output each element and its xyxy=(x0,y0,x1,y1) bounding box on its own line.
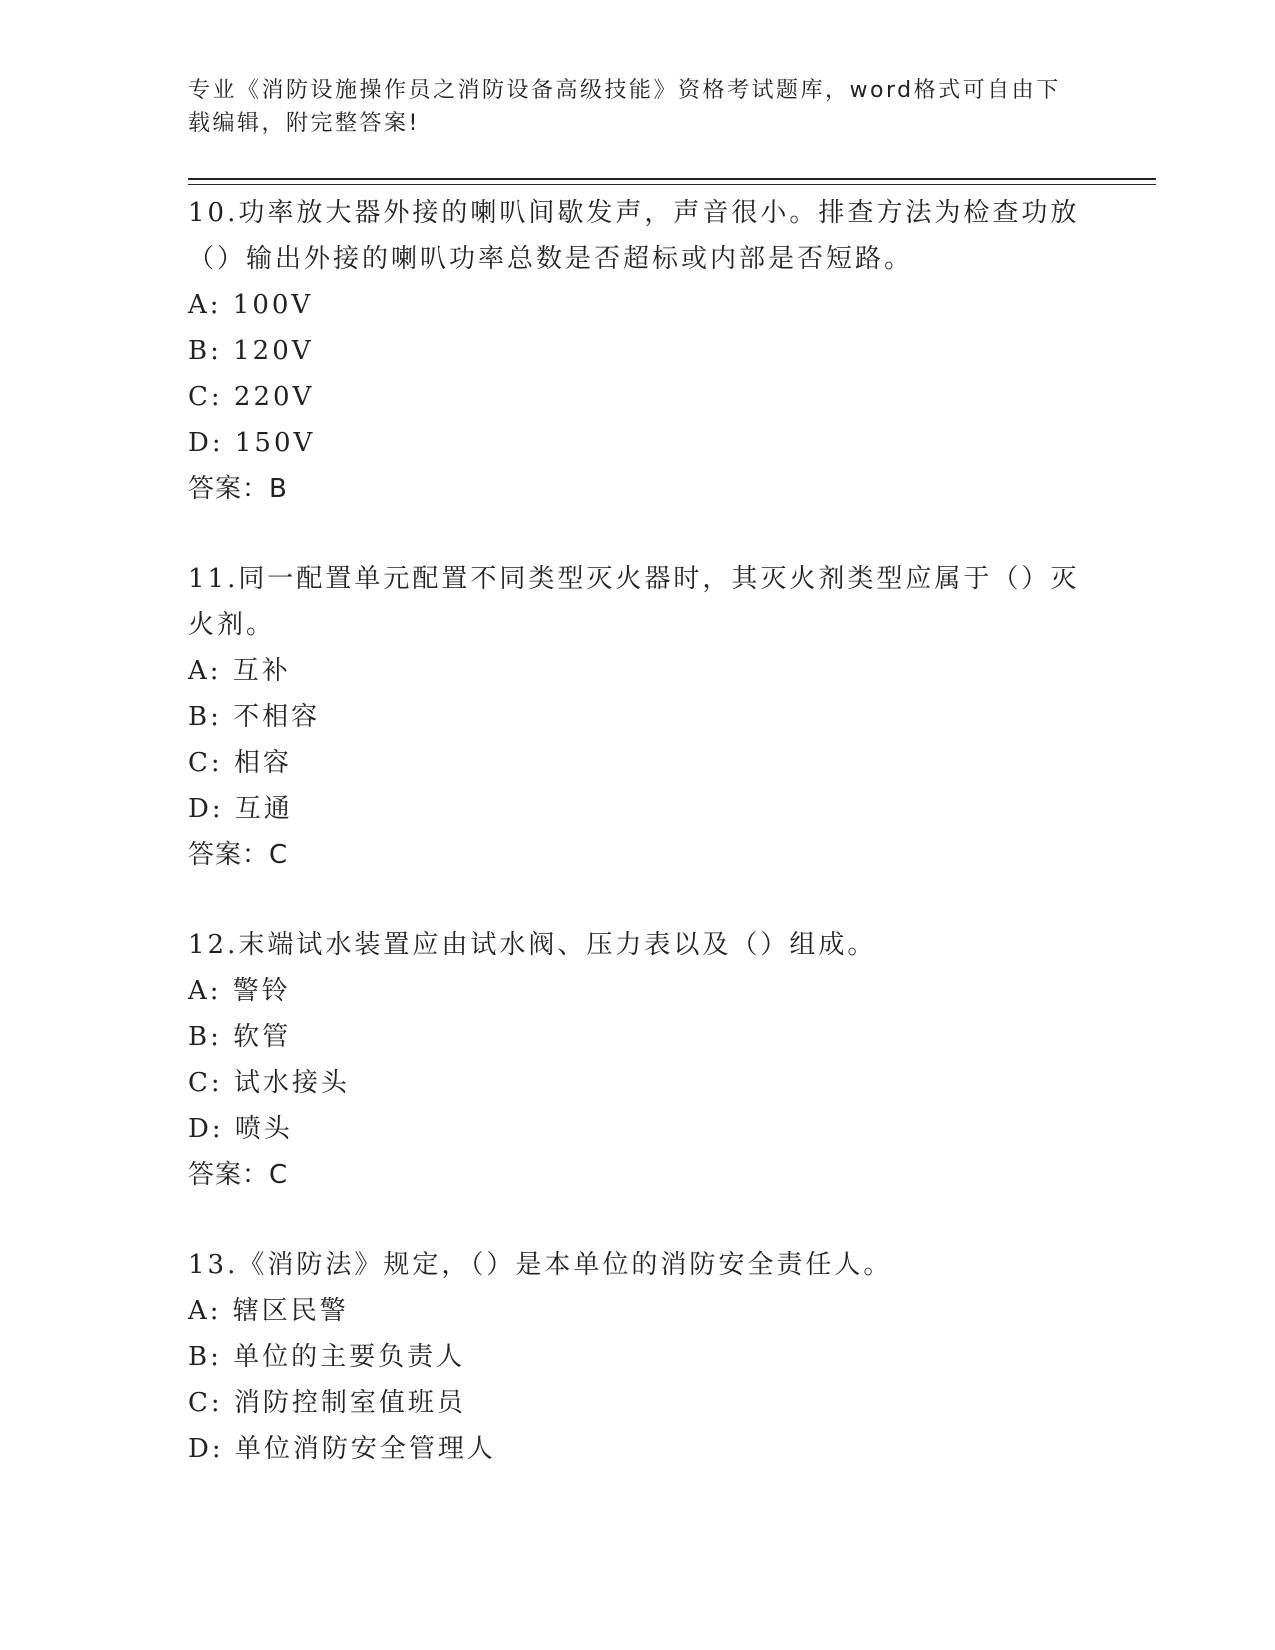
option-b: B: 不相容 xyxy=(188,702,321,732)
question-stem: 11.同一配置单元配置不同类型灭火器时，其灭火剂类型应属于（）灭火剂。 xyxy=(188,564,1080,640)
option-a: A: 互补 xyxy=(188,656,291,686)
header-line-2: 载编辑，附完整答案! xyxy=(188,111,420,136)
question-13 xyxy=(188,1242,1088,1472)
option-b: B: 单位的主要负责人 xyxy=(188,1342,466,1372)
document-header xyxy=(188,74,1088,140)
option-a: A: 辖区民警 xyxy=(188,1296,349,1326)
question-10 xyxy=(188,190,1088,512)
question-12 xyxy=(188,922,1088,1198)
option-d: D: 150V xyxy=(188,428,316,458)
option-a: A: 警铃 xyxy=(188,976,291,1006)
question-stem: 13.《消防法》规定，（）是本单位的消防安全责任人。 xyxy=(188,1250,893,1280)
option-c: C: 试水接头 xyxy=(188,1068,350,1098)
question-list xyxy=(188,190,1088,1516)
option-d: D: 互通 xyxy=(188,794,293,824)
header-divider-thick xyxy=(188,178,1156,180)
option-a: A: 100V xyxy=(188,290,314,320)
option-c: C: 消防控制室值班员 xyxy=(188,1388,466,1418)
answer-label: 答案：C xyxy=(188,1160,289,1190)
header-divider-thin xyxy=(188,184,1156,185)
option-b: B: 120V xyxy=(188,336,314,366)
question-11 xyxy=(188,556,1088,878)
option-b: B: 软管 xyxy=(188,1022,292,1052)
answer-label: 答案：C xyxy=(188,840,289,870)
option-c: C: 220V xyxy=(188,382,315,412)
header-line-1: 专业《消防设施操作员之消防设备高级技能》资格考试题库，word格式可自由下 xyxy=(188,78,1061,103)
option-c: C: 相容 xyxy=(188,748,292,778)
option-d: D: 喷头 xyxy=(188,1114,293,1144)
option-d: D: 单位消防安全管理人 xyxy=(188,1434,496,1464)
answer-label: 答案：B xyxy=(188,474,288,504)
question-stem: 12.末端试水装置应由试水阀、压力表以及（）组成。 xyxy=(188,930,877,960)
question-stem: 10.功率放大器外接的喇叭间歇发声，声音很小。排查方法为检查功放（）输出外接的喇叭功率总数是否超标或内部是否短路。 xyxy=(188,198,1080,274)
